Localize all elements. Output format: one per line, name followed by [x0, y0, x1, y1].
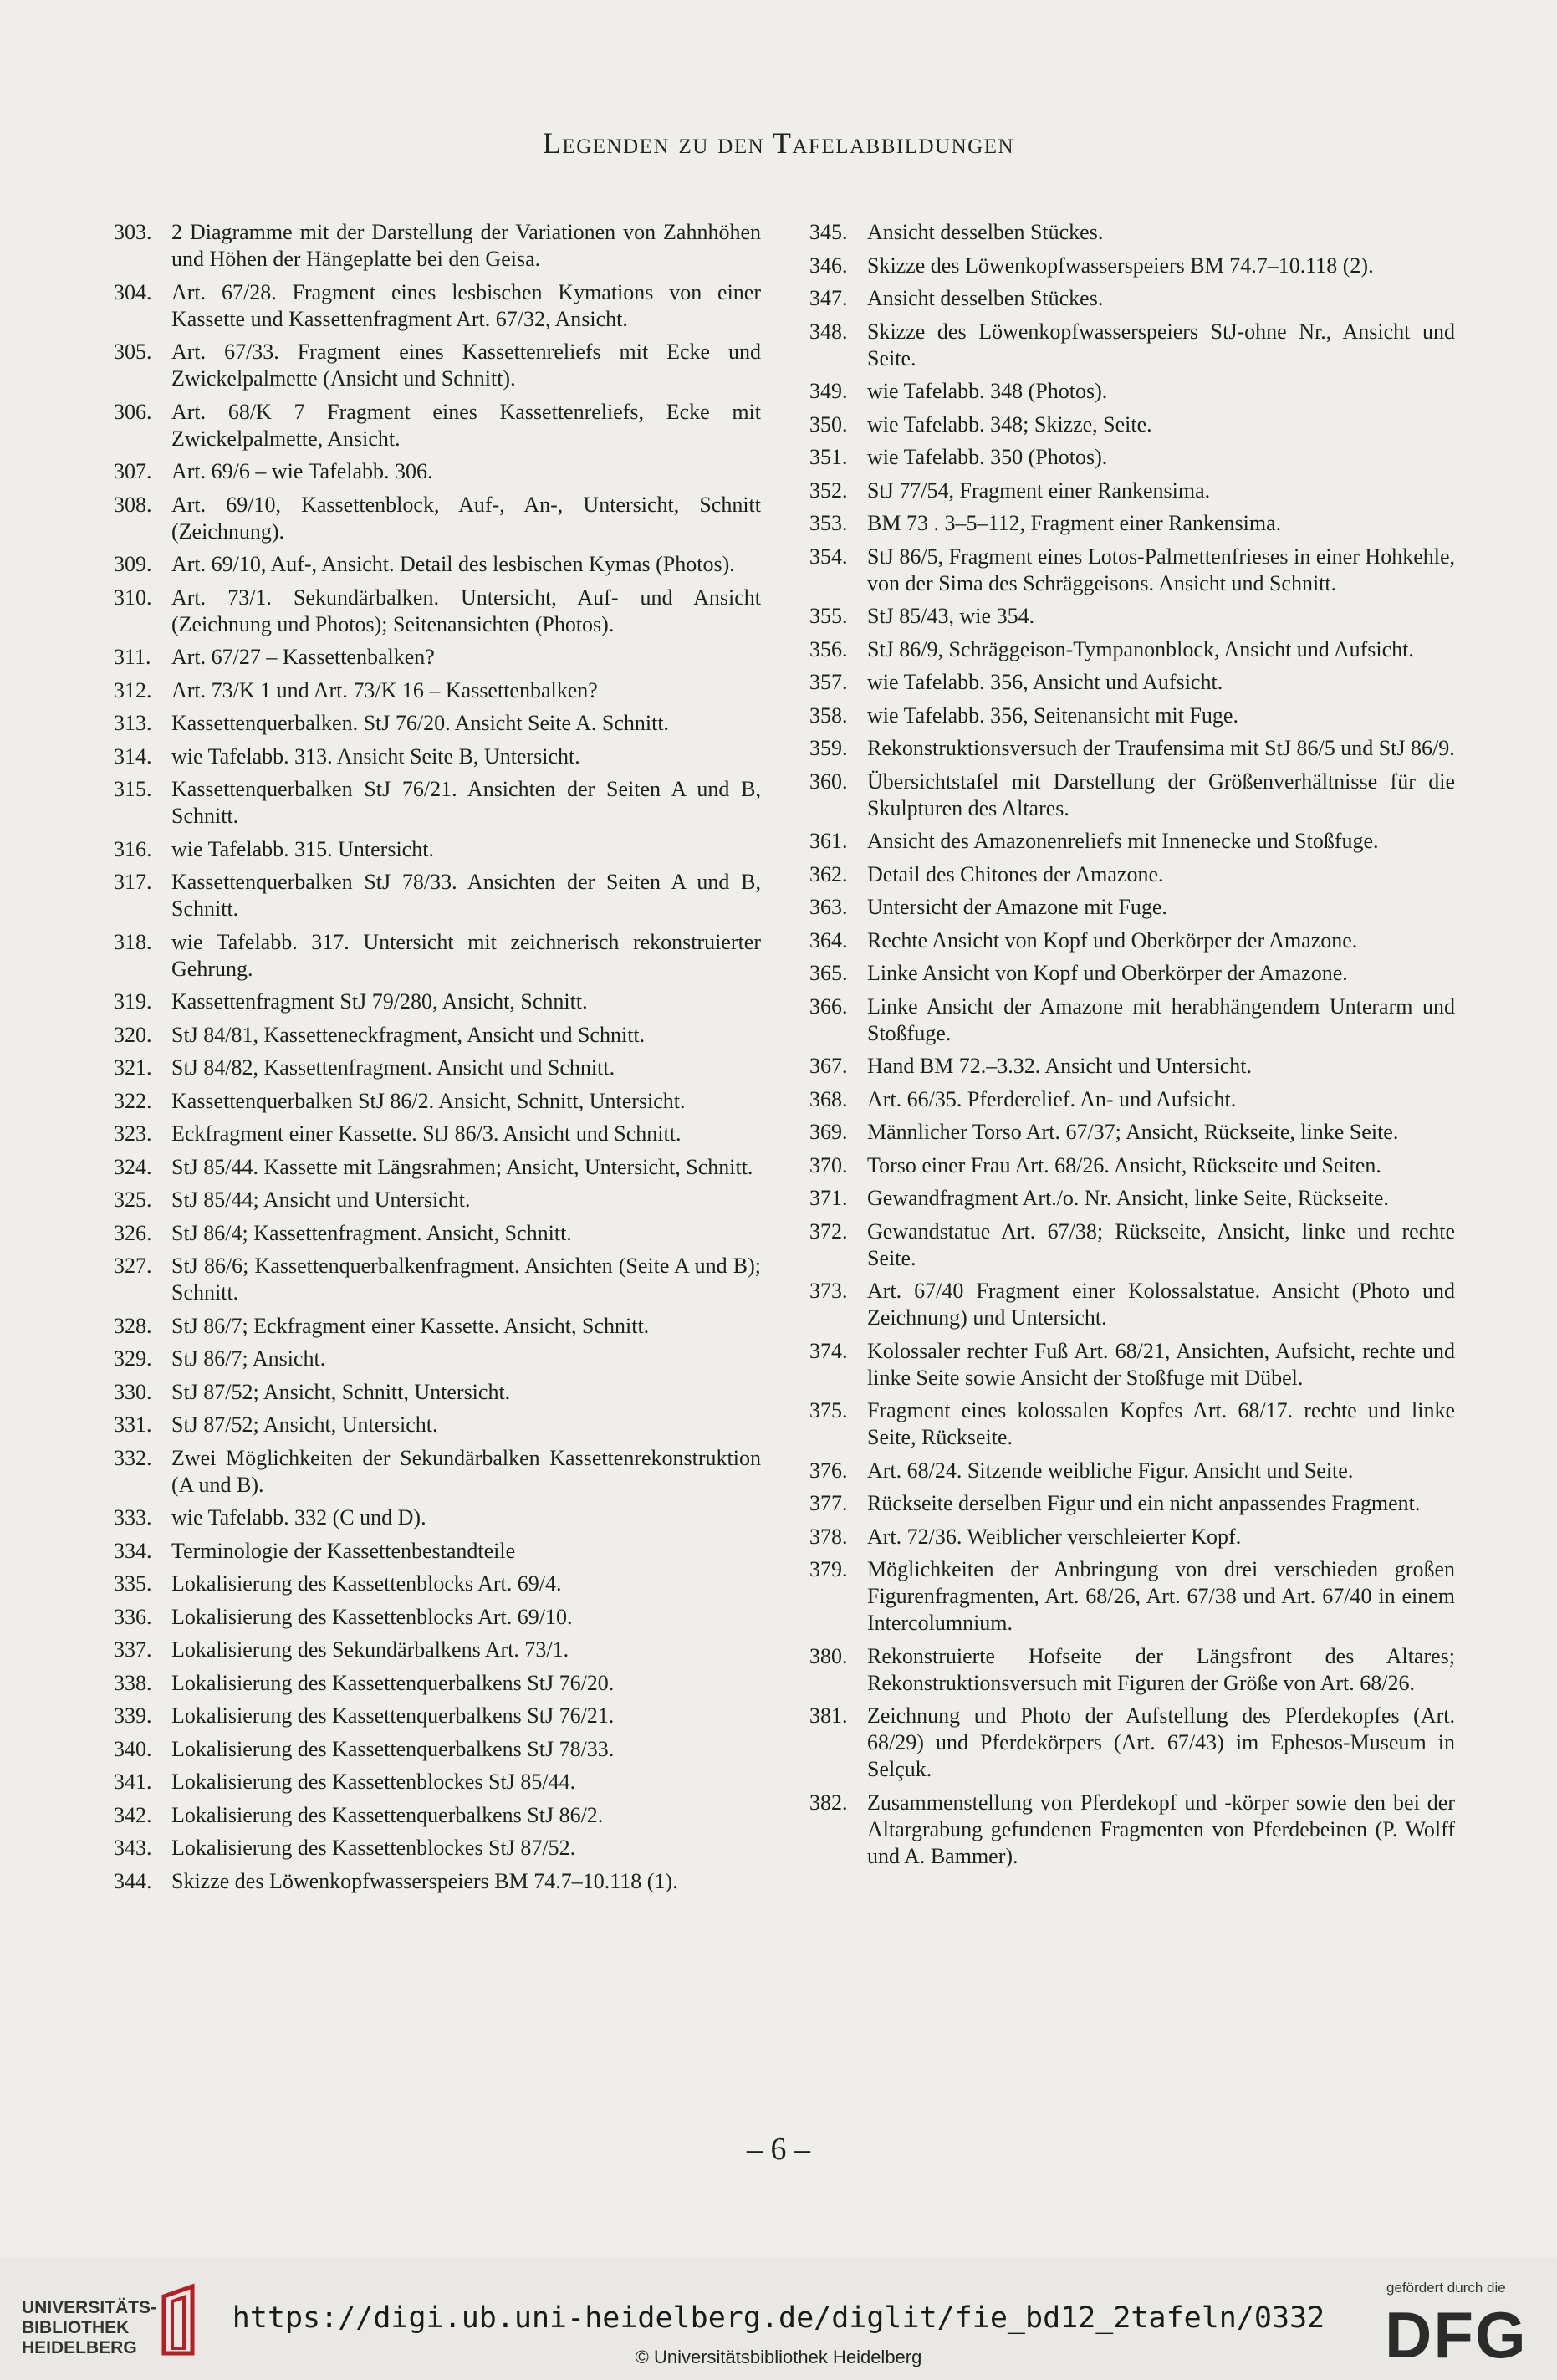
legend-entry: [809, 1053, 1455, 1080]
legend-entry: [809, 1152, 1455, 1179]
legend-entry: [114, 1088, 761, 1115]
legend-entry: [114, 1769, 761, 1795]
legend-entry-text: Hand BM 72.–3.32. Ansicht und Untersicht.: [867, 1054, 1253, 1078]
legend-entry: [809, 1119, 1455, 1146]
legend-entry: [809, 828, 1455, 855]
legend-entry-number: 368.: [809, 1086, 848, 1111]
legend-entry: [114, 551, 761, 578]
legend-entry-text: StJ 86/6; Kassettenquerbalkenfragment. Ansichten (Seite A und B); Schnitt.: [171, 1254, 761, 1305]
left-column: [114, 219, 761, 1901]
legend-entry: [809, 1338, 1455, 1392]
legend-entry: [114, 929, 761, 983]
legend-entry: [114, 1670, 761, 1697]
legend-entry: [809, 769, 1455, 822]
legend-entry-text: Zwei Möglichkeiten der Sekundärbalken Kassettenrekonstruktion (A und B).: [171, 1445, 761, 1497]
library-name-line: HEIDELBERG: [22, 2338, 137, 2357]
legend-entry-number: 347.: [809, 286, 848, 310]
legend-entry: [114, 836, 761, 863]
legend-entry: [809, 510, 1455, 537]
legend-entry: [809, 960, 1455, 987]
legend-entry: [114, 1868, 761, 1895]
legend-entry-number: 365.: [809, 961, 848, 985]
legend-entry: [809, 378, 1455, 405]
legend-entry-number: 353.: [809, 511, 848, 535]
legend-entry-number: 334.: [114, 1538, 152, 1563]
legend-entry: [114, 677, 761, 704]
legend-entry: [114, 1504, 761, 1531]
legend-entry-number: 338.: [114, 1670, 152, 1695]
legend-entry-text: Lokalisierung des Kassettenquerbalkens StJ 78/33.: [171, 1736, 615, 1761]
legend-entry-text: Art. 69/10, Kassettenblock, Auf-, An-, Untersicht, Schnitt (Zeichnung).: [171, 492, 761, 544]
legend-entry: [114, 492, 761, 545]
legend-entry-number: 327.: [114, 1254, 152, 1278]
copyright-text: © Universitätsbibliothek Heidelberg: [635, 2347, 922, 2367]
legend-entry-text: Kassettenquerbalken StJ 78/33. Ansichten der Seiten A und B, Schnitt.: [171, 870, 761, 921]
legend-entry: [809, 411, 1455, 438]
legend-entry: [114, 1604, 761, 1631]
legend-entry: [809, 1524, 1455, 1550]
legend-entry-number: 358.: [809, 702, 848, 728]
legend-entry-number: 328.: [114, 1313, 152, 1338]
legend-entry-number: 309.: [114, 552, 152, 576]
legend-entry: [809, 1278, 1455, 1331]
legend-entry-text: Art. 67/28. Fragment eines lesbischen Kymations von einer Kassette und Kassettenfragment Art. 67/32, Ansicht.: [171, 279, 761, 331]
legend-entry-number: 346.: [809, 253, 848, 278]
legend-entry-number: 316.: [114, 836, 152, 861]
legend-entry-text: Übersichtstafel mit Darstellung der Größenverhältnisse für die Skulpturen des Altares.: [867, 769, 1455, 820]
legend-entry-text: Terminologie der Kassettenbestandteile: [171, 1538, 516, 1563]
legend-entry: [114, 279, 761, 333]
legend-entry-number: 304.: [114, 279, 152, 304]
legend-entry: [114, 1445, 761, 1499]
legend-entry-text: Rechte Ansicht von Kopf und Oberkörper der Amazone.: [867, 927, 1358, 953]
legend-entry-number: 311.: [114, 645, 151, 669]
legend-entry-text: StJ 87/52; Ansicht, Untersicht.: [171, 1412, 438, 1437]
legend-entry-text: Detail des Chitones der Amazone.: [867, 861, 1164, 886]
legend-entry-number: 321.: [114, 1055, 152, 1080]
legend-entry: [809, 861, 1455, 888]
legend-entry: [809, 1643, 1455, 1697]
legend-entry-text: StJ 84/81, Kassetteneckfragment, Ansicht und Schnitt.: [171, 1022, 646, 1047]
legend-entry-text: Art. 69/10, Auf-, Ansicht. Detail des lesbischen Kymas (Photos).: [171, 552, 735, 576]
legend-entry-number: 371.: [809, 1186, 848, 1210]
legend-entry: [114, 1379, 761, 1406]
legend-entry-number: 369.: [809, 1120, 848, 1144]
legend-entry: [809, 253, 1455, 279]
legend-entry: [114, 585, 761, 638]
legend-entry-text: wie Tafelabb. 348 (Photos).: [867, 379, 1108, 403]
legend-entry-number: 382.: [809, 1790, 848, 1815]
legend-entry: [114, 743, 761, 770]
legend-entry: [114, 1412, 761, 1438]
legend-entry: [114, 339, 761, 392]
legend-entry: [809, 1703, 1455, 1783]
page-title: Legenden zu den Tafelabbildungen: [542, 126, 1015, 160]
legend-entry-text: Lokalisierung des Sekundärbalkens Art. 73/1.: [171, 1637, 569, 1662]
funding-note: gefördert durch die: [1386, 2280, 1506, 2296]
legend-entry: [114, 399, 761, 452]
legend-entry-text: Gewandstatue Art. 67/38; Rückseite, Ansicht, linke und rechte Seite.: [867, 1218, 1455, 1270]
legend-entry-text: Rückseite derselben Figur und ein nicht anpassendes Fragment.: [867, 1491, 1421, 1515]
legend-entry-text: StJ 87/52; Ansicht, Schnitt, Untersicht.: [171, 1379, 511, 1404]
legend-entry-text: StJ 86/7; Ansicht.: [171, 1346, 326, 1371]
legend-entry-text: Art. 68/24. Sitzende weibliche Figur. Ansicht und Seite.: [867, 1458, 1354, 1483]
legend-entry-number: 364.: [809, 927, 848, 953]
source-url-link[interactable]: https://digi.ub.uni-heidelberg.de/diglit/fie_bd12_2tafeln/0332: [232, 2301, 1325, 2335]
legend-entry-number: 359.: [809, 736, 848, 760]
legend-entry-number: 361.: [809, 829, 848, 853]
legend-entry-number: 330.: [114, 1379, 152, 1404]
footer-bar: [0, 2258, 1557, 2380]
legend-entry: [809, 702, 1455, 729]
legend-entry-number: 329.: [114, 1346, 152, 1371]
legend-entry-number: 320.: [114, 1022, 152, 1047]
legend-entry-text: Art. 67/40 Fragment einer Kolossalstatue. Ansicht (Photo und Zeichnung) und Untersicht.: [867, 1279, 1455, 1330]
legend-entry-text: Lokalisierung des Kassettenblocks Art. 69/4.: [171, 1571, 562, 1596]
legend-entry-number: 352.: [809, 478, 848, 503]
legend-entry: [114, 1187, 761, 1213]
legend-entry-number: 339.: [114, 1703, 152, 1728]
legend-entry-number: 343.: [114, 1836, 152, 1860]
legend-entry: [114, 1220, 761, 1247]
legend-entry: [114, 988, 761, 1015]
legend-entry-text: 2 Diagramme mit der Darstellung der Variationen von Zahnhöhen und Höhen der Hängeplatte bei den Geisa.: [171, 220, 761, 271]
legend-entry-text: Linke Ansicht der Amazone mit herabhängendem Unterarm und Stoßfuge.: [867, 993, 1455, 1045]
legend-entry-number: 344.: [114, 1868, 152, 1893]
legend-entry: [114, 1637, 761, 1663]
legend-entry-text: Lokalisierung des Kassettenquerbalkens StJ 86/2.: [171, 1802, 604, 1827]
legend-entry: [809, 285, 1455, 312]
legend-entry-number: 340.: [114, 1736, 152, 1761]
legend-entry-text: StJ 84/82, Kassettenfragment. Ansicht und Schnitt.: [171, 1055, 615, 1080]
legend-entry-number: 325.: [114, 1187, 152, 1212]
legend-entry-number: 305.: [114, 340, 152, 364]
legend-entry: [809, 219, 1455, 246]
legend-entry-text: Lokalisierung des Kassettenquerbalkens StJ 76/20.: [171, 1670, 615, 1695]
legend-entry-text: wie Tafelabb. 356, Seitenansicht mit Fuge.: [867, 702, 1238, 728]
legend-entry-text: Kassettenfragment StJ 79/280, Ansicht, Schnitt.: [171, 989, 588, 1014]
legend-entry-text: Rekonstruktionsversuch der Traufensima mit StJ 86/5 und StJ 86/9.: [867, 736, 1455, 760]
legend-entry: [809, 1790, 1455, 1870]
legend-entry-text: Lokalisierung des Kassettenblocks Art. 69/10.: [171, 1604, 573, 1629]
library-name-line: BIBLIOTHEK: [22, 2318, 130, 2337]
legend-entry: [809, 636, 1455, 663]
legend-entry-text: StJ 86/7; Eckfragment einer Kassette. Ansicht, Schnitt.: [171, 1313, 650, 1338]
legend-entry-number: 350.: [809, 411, 848, 437]
legend-entry-number: 341.: [114, 1770, 152, 1794]
legend-entry-number: 362.: [809, 861, 848, 886]
legend-entry: [114, 1253, 761, 1306]
legend-entry-text: Kolossaler rechter Fuß Art. 68/21, Ansichten, Aufsicht, rechte und linke Seite sowie Ansicht der Stoßfuge mit Dübel.: [867, 1338, 1455, 1390]
legend-entry-number: 314.: [114, 743, 152, 769]
legend-entry-text: StJ 85/44. Kassette mit Längsrahmen; Ansicht, Untersicht, Schnitt.: [171, 1154, 753, 1179]
legend-entry-number: 313.: [114, 711, 152, 735]
legend-entry-number: 351.: [809, 445, 848, 469]
legend-entry-number: 378.: [809, 1524, 848, 1549]
library-name-line: UNIVERSITÄTS-: [22, 2298, 157, 2317]
legend-entry: [809, 1458, 1455, 1484]
legend-entry-number: 324.: [114, 1154, 152, 1179]
legend-entry-number: 342.: [114, 1802, 152, 1827]
page-number: – 6 –: [747, 2132, 810, 2167]
legend-entry: [809, 544, 1455, 597]
legend-entry-number: 312.: [114, 677, 152, 702]
legend-entry-number: 349.: [809, 379, 848, 403]
legend-entry-text: Art. 67/27 – Kassettenbalken?: [171, 645, 435, 669]
legend-entry-text: Art. 69/6 – wie Tafelabb. 306.: [171, 459, 433, 483]
legend-entry-text: wie Tafelabb. 348; Skizze, Seite.: [867, 411, 1152, 437]
legend-entry-text: Torso einer Frau Art. 68/26. Ansicht, Rückseite und Seiten.: [867, 1152, 1381, 1177]
legend-entry-text: Skizze des Löwenkopfwasserspeiers BM 74.7–10.118 (1).: [171, 1868, 678, 1893]
legend-entry-text: Untersicht der Amazone mit Fuge.: [867, 895, 1167, 919]
legend-entry: [809, 669, 1455, 696]
legend-entry-text: Fragment eines kolossalen Kopfes Art. 68/17. rechte und linke Seite, Rückseite.: [867, 1398, 1455, 1449]
legend-entry: [809, 478, 1455, 504]
legend-entry-text: StJ 86/9, Schräggeison-Tympanonblock, Ansicht und Aufsicht.: [867, 636, 1414, 661]
legend-entry-number: 375.: [809, 1398, 848, 1422]
legend-entry: [809, 894, 1455, 921]
legend-entry-number: 310.: [114, 585, 152, 610]
legend-entry: [809, 319, 1455, 372]
legend-entry: [114, 1538, 761, 1565]
legend-entry-number: 373.: [809, 1279, 848, 1303]
legend-entry: [809, 927, 1455, 954]
legend-entry: [809, 1185, 1455, 1212]
legend-entry-text: Gewandfragment Art./o. Nr. Ansicht, linke Seite, Rückseite.: [867, 1186, 1389, 1210]
legend-entry-number: 366.: [809, 993, 848, 1019]
legend-entry-text: Art. 73/1. Sekundärbalken. Untersicht, Auf- und Ansicht (Zeichnung und Photos); Seitenansichten (Photos).: [171, 585, 761, 636]
legend-entry: [114, 1055, 761, 1081]
legend-entry-number: 308.: [114, 492, 152, 517]
legend-entry-text: Zusammenstellung von Pferdekopf und -körper sowie den bei der Altargrabung gefundenen Fragmenten von Pferdebeinen (P. Wolff und A. Bammer).: [867, 1790, 1455, 1868]
legend-entry: [809, 1397, 1455, 1451]
legend-entry-text: StJ 85/43, wie 354.: [867, 604, 1035, 628]
legend-entry: [114, 644, 761, 671]
legend-entry-text: StJ 85/44; Ansicht und Untersicht.: [171, 1187, 471, 1212]
legend-entry-number: 354.: [809, 544, 848, 569]
legend-entry-number: 376.: [809, 1458, 848, 1483]
legend-entry: [809, 1086, 1455, 1113]
legend-entry: [114, 1346, 761, 1372]
legend-entry-number: 370.: [809, 1152, 848, 1177]
legend-entry-number: 348.: [809, 319, 848, 344]
legend-entry-number: 336.: [114, 1604, 152, 1629]
legend-entry-number: 337.: [114, 1637, 152, 1662]
legend-entry-number: 331.: [114, 1412, 152, 1437]
legend-entry: [114, 1736, 761, 1763]
legend-entry-text: Art. 67/33. Fragment eines Kassettenreliefs mit Ecke und Zwickelpalmette (Ansicht und Schnitt).: [171, 340, 761, 391]
legend-entry-number: 323.: [114, 1121, 152, 1146]
legend-entry-text: Möglichkeiten der Anbringung von drei verschieden großen Figurenfragmenten, Art. 68/26, Art. 67/38 und Art. 67/40 in einem Intercolumnium.: [867, 1557, 1455, 1635]
right-column: [809, 219, 1455, 1876]
legend-entry: [809, 444, 1455, 471]
legend-entry-text: Ansicht des Amazonenreliefs mit Innenecke und Stoßfuge.: [867, 829, 1379, 853]
legend-entry-number: 335.: [114, 1571, 152, 1596]
legend-entry-number: 317.: [114, 870, 152, 894]
legend-entry-number: 380.: [809, 1643, 848, 1668]
legend-entry: [809, 1490, 1455, 1517]
legend-entry-text: Zeichnung und Photo der Aufstellung des Pferdekopfes (Art. 68/29) und Pferdekörpers (Art. 67/43) im Ephesos-Museum in Selçuk.: [867, 1703, 1455, 1781]
legend-entry-number: 363.: [809, 895, 848, 919]
legend-entry-number: 333.: [114, 1505, 152, 1530]
legend-entry-text: Skizze des Löwenkopfwasserspeiers BM 74.7–10.118 (2).: [867, 253, 1374, 278]
legend-entry: [114, 776, 761, 830]
legend-entry-number: 332.: [114, 1445, 152, 1470]
legend-entry-number: 303.: [114, 220, 152, 244]
legend-entry-number: 381.: [809, 1703, 848, 1728]
legend-entry: [114, 710, 761, 737]
legend-entry-text: Lokalisierung des Kassettenquerbalkens StJ 76/21.: [171, 1703, 615, 1728]
legend-entry-number: 306.: [114, 399, 152, 424]
legend-entry: [114, 869, 761, 922]
legend-entry: [114, 1313, 761, 1340]
legend-entry-text: Kassettenquerbalken StJ 76/21. Ansichten der Seiten A und B, Schnitt.: [171, 777, 761, 828]
dfg-logo: DFG: [1385, 2298, 1528, 2372]
legend-entry-number: 326.: [114, 1220, 152, 1245]
legend-entry-text: Lokalisierung des Kassettenblockes StJ 87/52.: [171, 1836, 576, 1860]
legend-entry-text: wie Tafelabb. 356, Ansicht und Aufsicht.: [867, 670, 1223, 694]
legend-entry-text: Linke Ansicht von Kopf und Oberkörper der Amazone.: [867, 961, 1348, 985]
legend-entry-text: wie Tafelabb. 317. Untersicht mit zeichnerisch rekonstruierter Gehrung.: [171, 929, 761, 981]
legend-entry-number: 374.: [809, 1338, 848, 1363]
legend-entry: [114, 1570, 761, 1597]
legend-entry-number: 318.: [114, 929, 152, 954]
legend-entry-number: 360.: [809, 769, 848, 794]
legend-entry: [809, 1556, 1455, 1637]
legend-entry: [114, 1022, 761, 1049]
legend-entry: [809, 735, 1455, 762]
legend-entry-text: Ansicht desselben Stückes.: [867, 220, 1104, 244]
legend-entry: [114, 1154, 761, 1181]
legend-entry: [114, 1802, 761, 1829]
legend-entry: [114, 458, 761, 485]
legend-entry-text: wie Tafelabb. 350 (Photos).: [867, 445, 1108, 469]
legend-entry-text: Kassettenquerbalken. StJ 76/20. Ansicht Seite A. Schnitt.: [171, 711, 670, 735]
legend-entry-number: 356.: [809, 636, 848, 661]
legend-entry-text: Rekonstruierte Hofseite der Längsfront des Altares; Rekonstruktionsversuch mit Figuren der Größe von Art. 68/26.: [867, 1643, 1455, 1695]
legend-entry-text: Art. 66/35. Pferderelief. An- und Aufsicht.: [867, 1086, 1237, 1111]
legend-entry-number: 315.: [114, 777, 152, 801]
legend-entry-text: wie Tafelabb. 332 (C und D).: [171, 1505, 426, 1530]
legend-entry-text: Eckfragment einer Kassette. StJ 86/3. Ansicht und Schnitt.: [171, 1121, 682, 1146]
legend-entry-text: Lokalisierung des Kassettenblockes StJ 85/44.: [171, 1770, 576, 1794]
legend-entry-text: Ansicht desselben Stückes.: [867, 286, 1104, 310]
legend-entry-text: Art. 72/36. Weiblicher verschleierter Kopf.: [867, 1524, 1242, 1549]
legend-entry-text: StJ 86/5, Fragment eines Lotos-Palmettenfrieses in einer Hohkehle, von der Sima des Schräggeisons. Ansicht und Schnitt.: [867, 544, 1455, 595]
legend-entry: [114, 1835, 761, 1862]
legend-entry-text: Männlicher Torso Art. 67/37; Ansicht, Rückseite, linke Seite.: [867, 1120, 1399, 1144]
legend-entry-number: 357.: [809, 670, 848, 694]
legend-entry-number: 377.: [809, 1491, 848, 1515]
legend-entry-number: 372.: [809, 1218, 848, 1244]
legend-entry-text: StJ 77/54, Fragment einer Rankensima.: [867, 478, 1211, 503]
legend-entry-text: Art. 68/K 7 Fragment eines Kassettenreliefs, Ecke mit Zwickelpalmette, Ansicht.: [171, 399, 761, 451]
legend-entry-text: wie Tafelabb. 315. Untersicht.: [171, 836, 434, 861]
legend-entry-text: wie Tafelabb. 313. Ansicht Seite B, Untersicht.: [171, 743, 580, 769]
legend-entry-number: 319.: [114, 989, 152, 1014]
legend-entry: [809, 1218, 1455, 1272]
legend-entry: [809, 993, 1455, 1047]
legend-entry-text: Art. 73/K 1 und Art. 73/K 16 – Kassettenbalken?: [171, 677, 598, 702]
legend-entry: [809, 603, 1455, 630]
legend-entry-text: BM 73 . 3–5–112, Fragment einer Rankensima.: [867, 511, 1282, 535]
legend-entry-text: Skizze des Löwenkopfwasserspeiers StJ-ohne Nr., Ansicht und Seite.: [867, 319, 1455, 370]
legend-entry: [114, 1121, 761, 1147]
legend-entry-number: 379.: [809, 1557, 848, 1581]
legend-entry-text: StJ 86/4; Kassettenfragment. Ansicht, Schnitt.: [171, 1220, 572, 1245]
legend-entry: [114, 1703, 761, 1729]
legend-entry-text: Kassettenquerbalken StJ 86/2. Ansicht, Schnitt, Untersicht.: [171, 1088, 686, 1113]
legend-entry-number: 307.: [114, 459, 152, 483]
legend-entry-number: 322.: [114, 1088, 152, 1113]
legend-entry-number: 367.: [809, 1054, 848, 1078]
legend-entry-number: 355.: [809, 604, 848, 628]
legend-entry-number: 345.: [809, 220, 848, 244]
legend-entry: [114, 219, 761, 273]
